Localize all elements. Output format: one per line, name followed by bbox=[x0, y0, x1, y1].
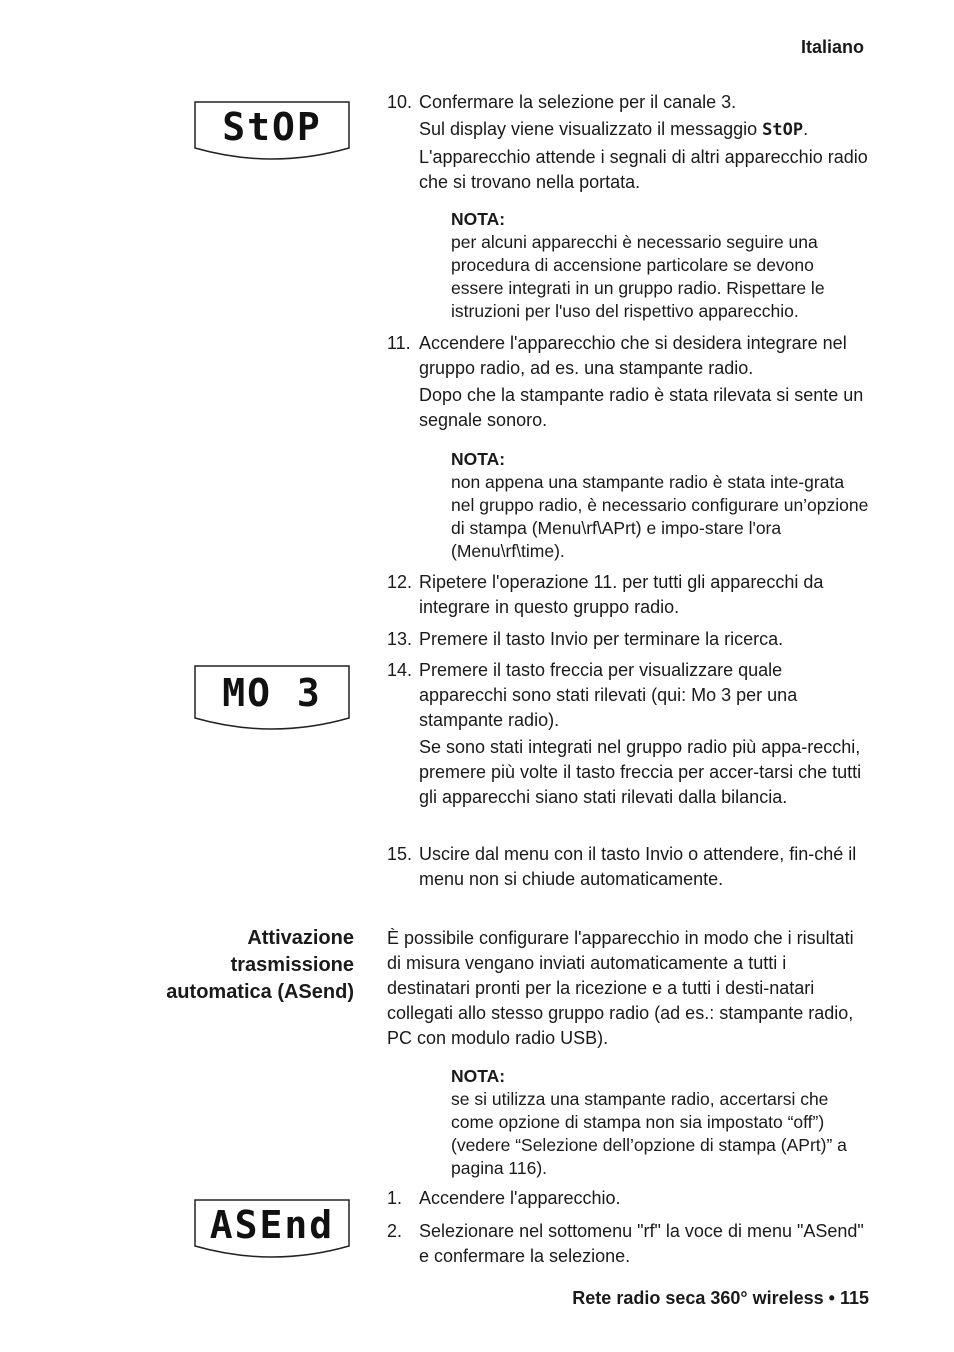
step-number: 12. bbox=[387, 572, 413, 592]
note-title: NOTA: bbox=[451, 209, 506, 229]
step-number: 1. bbox=[387, 1188, 403, 1208]
step-13 bbox=[387, 627, 869, 652]
asend-step-1 bbox=[387, 1186, 869, 1211]
inline-display-code: StOP bbox=[762, 120, 804, 140]
note-text: non appena una stampante radio è stata inte-grata nel gruppo radio, è necessario configurare un’opzione di stampa (Menu\rf\APrt) e impo-stare l'ora (Menu\rf\time). bbox=[451, 472, 869, 561]
step-text: Premere il tasto Invio per terminare la ricerca. bbox=[419, 629, 784, 649]
step-15 bbox=[387, 842, 869, 892]
note-title: NOTA: bbox=[451, 1066, 506, 1086]
step-10 bbox=[387, 90, 869, 195]
step-number: 10. bbox=[387, 92, 413, 112]
step-number: 2. bbox=[387, 1221, 403, 1241]
step-text: Selezionare nel sottomenu "rf" la voce di menu "ASend" e confermare la selezione. bbox=[419, 1221, 864, 1266]
lcd-text: ASEnd bbox=[209, 1203, 335, 1247]
lcd-text: StOP bbox=[222, 105, 322, 149]
step-text: Premere il tasto freccia per visualizzare quale apparecchi sono stati rilevati (qui: Mo 3 per una stampante radio). bbox=[419, 660, 798, 730]
step-text: Dopo che la stampante radio è stata rilevata si sente un segnale sonoro. bbox=[419, 385, 864, 430]
step-text: Confermare la selezione per il canale 3. bbox=[419, 92, 737, 112]
step-11 bbox=[387, 331, 869, 433]
step-text: Ripetere l'operazione 11. per tutti gli apparecchi da integrare in questo gruppo radio. bbox=[419, 572, 824, 617]
note-text: per alcuni apparecchi è necessario seguire una procedura di accensione particolare se devono essere integrati in un gruppo radio. Rispettare le istruzioni per l'uso del rispettivo apparecchio. bbox=[451, 232, 825, 321]
step-number: 15. bbox=[387, 844, 413, 864]
lcd-text: MO 3 bbox=[222, 671, 322, 715]
step-12 bbox=[387, 570, 869, 620]
section-intro: È possibile configurare l'apparecchio in modo che i risultati di misura vengano inviati automaticamente a tutti i destinatari pronti per la ricezione e a tutti i desti-natari collegati allo stesso gruppo radio (ad es.: stampante radio, PC con modulo radio USB). bbox=[387, 928, 854, 1048]
section-heading: Attivazione trasmissione automatica (ASend) bbox=[166, 927, 354, 1003]
note-title: NOTA: bbox=[451, 449, 506, 469]
note-box bbox=[451, 208, 871, 323]
note-text: se si utilizza una stampante radio, accertarsi che come opzione di stampa non sia impostato “off”) (vedere “Selezione dell’opzione di stampa (APrt)” a pagina 116). bbox=[451, 1089, 847, 1178]
lcd-display-stop bbox=[192, 100, 352, 162]
step-number: 13. bbox=[387, 629, 413, 649]
step-text: Se sono stati integrati nel gruppo radio più appa-recchi, premere più volte il tasto freccia per accer-tarsi che tutti gli apparecchi siano stati rilevati dalla bilancia. bbox=[419, 737, 862, 807]
lcd-display-asend bbox=[192, 1198, 352, 1260]
page-header-language: Italiano bbox=[800, 37, 864, 57]
step-text: Uscire dal menu con il tasto Invio o attendere, fin-ché il menu non si chiude automaticamente. bbox=[419, 844, 857, 889]
step-text-display-message: Sul display viene visualizzato il messaggio StOP. bbox=[419, 119, 809, 140]
page-footer: Rete radio seca 360° wireless • 115 bbox=[572, 1288, 869, 1308]
step-text: Accendere l'apparecchio. bbox=[419, 1188, 621, 1208]
note-box bbox=[451, 1065, 871, 1180]
step-number: 14. bbox=[387, 660, 413, 680]
note-box bbox=[451, 448, 871, 563]
step-14 bbox=[387, 658, 869, 810]
asend-step-2 bbox=[387, 1219, 869, 1269]
step-text: Accendere l'apparecchio che si desidera integrare nel gruppo radio, ad es. una stampante radio. bbox=[419, 333, 847, 378]
step-number: 11. bbox=[387, 333, 411, 353]
lcd-display-mo3 bbox=[192, 664, 352, 732]
step-text: L'apparecchio attende i segnali di altri apparecchio radio che si trovano nella portata. bbox=[419, 147, 868, 192]
